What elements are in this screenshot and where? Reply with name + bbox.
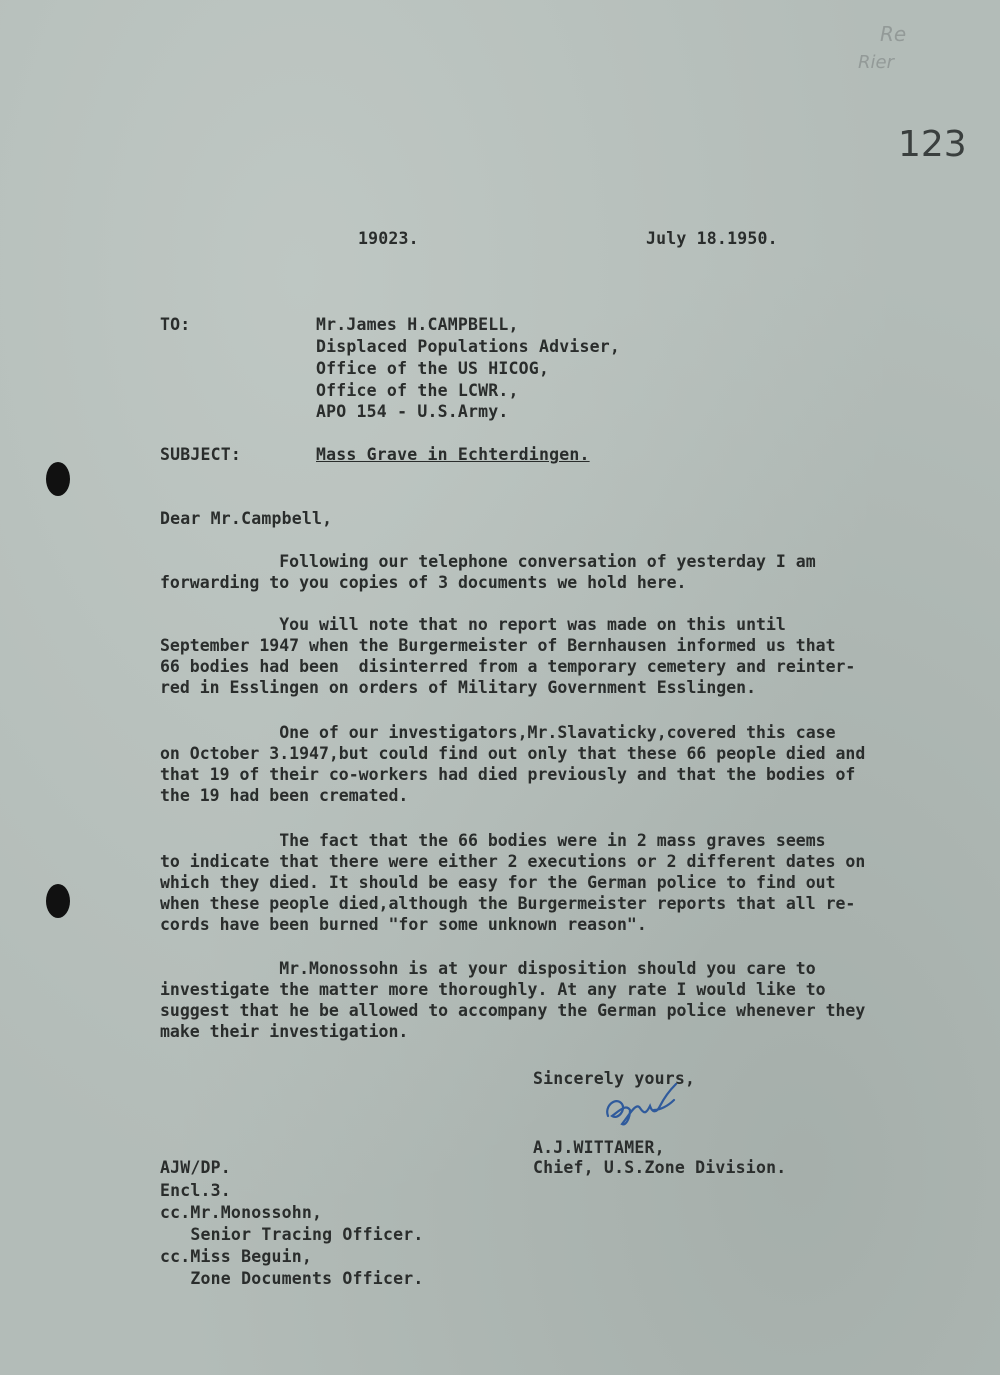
handwritten-signature [600,1080,690,1130]
footer-line: cc.Miss Beguin, [160,1247,313,1266]
address-line: Office of the LCWR., [316,381,519,400]
body-paragraph-4: The fact that the 66 bodies were in 2 mass graves seems to indicate that there were either 2 executions or 2 different dates on which they died. It should be easy for the German police to find out when these people died,although the Burgermeister reports that all re- cords have been burned "for some unknown reason". [160,831,866,934]
punch-hole [46,884,70,918]
address-line: Mr.James H.CAMPBELL, [316,315,519,334]
subject-label: SUBJECT: [160,445,242,464]
pencil-note-line-2: Rier [858,52,894,73]
to-label: TO: [160,315,191,334]
footer-line: Encl.3. [160,1181,231,1200]
address-line: APO 154 - U.S.Army. [316,402,509,421]
signer-name: A.J.WITTAMER, [533,1138,665,1157]
subject-text: Mass Grave in Echterdingen. [316,445,590,464]
body-paragraph-1: Following our telephone conversation of yesterday I am forwarding to you copies of 3 documents we hold here. [160,552,816,592]
footer-line: Zone Documents Officer. [160,1269,424,1288]
page-number: 123 [898,124,967,165]
footer-line: AJW/DP. [160,1158,231,1177]
body-paragraph-2: You will note that no report was made on this until September 1947 when the Burgermeister of Bernhausen informed us that 66 bodies had been disinterred from a temporary cemetery and reinter- red in Esslingen on orders of Military Government Esslingen. [160,615,856,697]
letter-date: July 18.1950. [646,229,778,248]
address-line: Office of the US HICOG, [316,359,550,378]
body-paragraph-5: Mr.Monossohn is at your disposition should you care to investigate the matter more thoroughly. At any rate I would like to suggest that he be allowed to accompany the German police whenever they make their investigation. [160,959,866,1041]
punch-hole [46,462,70,496]
closing: Sincerely yours, [533,1069,696,1088]
salutation: Dear Mr.Campbell, [160,509,333,528]
signer-title: Chief, U.S.Zone Division. [533,1158,787,1177]
footer-line: Senior Tracing Officer. [160,1225,424,1244]
footer-line: cc.Mr.Monossohn, [160,1203,323,1222]
reference-number: 19023. [358,229,419,248]
pencil-note-line-1: Re [880,22,907,46]
body-paragraph-3: One of our investigators,Mr.Slavaticky,covered this case on October 3.1947,but could find out only that these 66 people died and that 19 of their co-workers had died previously and that the bodies of the 19 had been cremated. [160,723,866,805]
address-line: Displaced Populations Adviser, [316,337,621,356]
